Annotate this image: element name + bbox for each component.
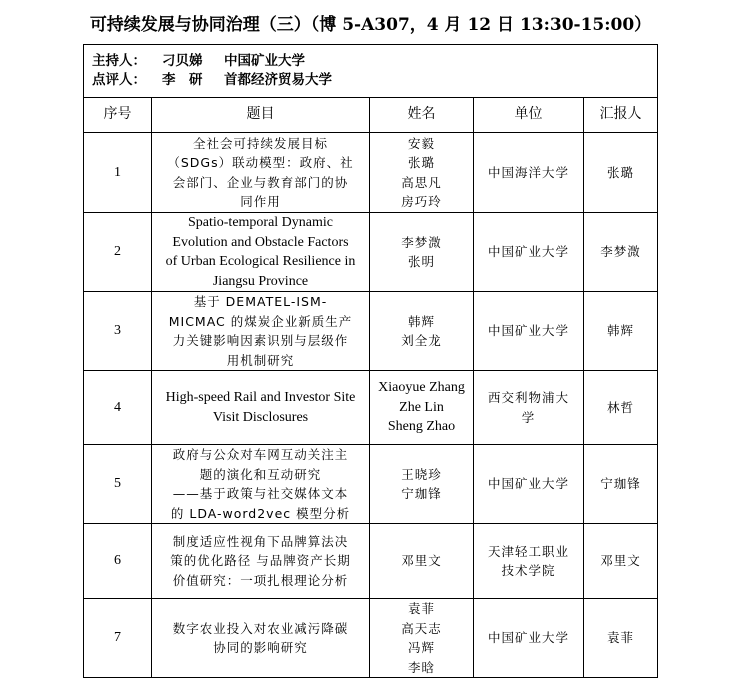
author-name: 安毅 bbox=[407, 135, 435, 151]
title-line: （SDGs）联动模型：政府、社 bbox=[167, 155, 354, 170]
title-line: 会部门、企业与教育部门的协 bbox=[172, 174, 349, 190]
author-name: 宁珈锋 bbox=[401, 486, 442, 501]
presenter-name: 张璐 bbox=[607, 164, 635, 180]
title-cell bbox=[152, 599, 370, 678]
reviewer-label: 点评人： bbox=[92, 72, 146, 88]
reviewer-org: 首都经济贸易大学 bbox=[224, 72, 332, 88]
table-row bbox=[84, 371, 658, 445]
moderator-label: 主持人： bbox=[92, 53, 146, 69]
title-line: 的 LDA-word2vec 模型分析 bbox=[170, 505, 351, 521]
title-line: High-speed Rail and Investor Site bbox=[165, 390, 356, 405]
table-row bbox=[84, 133, 658, 213]
title-line: MICMAC 的煤炭企业新质生产 bbox=[168, 313, 353, 329]
affiliation-cell bbox=[474, 371, 584, 445]
affiliation-line: 中国矿业大学 bbox=[487, 476, 569, 492]
row-index: 1 bbox=[114, 164, 121, 180]
index-cell bbox=[84, 213, 152, 292]
presenter-cell bbox=[584, 371, 658, 445]
affiliation-line: 中国矿业大学 bbox=[487, 244, 569, 260]
reviewer-name: 李 研 bbox=[162, 72, 203, 88]
presenter-cell bbox=[584, 213, 658, 292]
affiliation-line: 中国海洋大学 bbox=[487, 164, 569, 180]
header-presenter: 汇报人 bbox=[584, 98, 658, 133]
page-title: 可持续发展与协同治理（三）（博 5-A307，4 月 12 日 13:30-15:00） bbox=[89, 15, 652, 35]
title-line: ——基于政策与社交媒体文本 bbox=[172, 486, 349, 501]
row-index: 4 bbox=[114, 399, 121, 415]
author-name: 张璐 bbox=[407, 155, 435, 170]
header-affiliation: 单位 bbox=[474, 98, 584, 133]
title-cell bbox=[152, 213, 370, 292]
presenter-cell bbox=[584, 445, 658, 524]
title-line: 全社会可持续发展目标 bbox=[192, 135, 328, 151]
header-row bbox=[84, 98, 658, 133]
presenter-name: 袁菲 bbox=[607, 630, 635, 646]
affiliation-line: 中国矿业大学 bbox=[487, 630, 569, 646]
title-cell bbox=[152, 445, 370, 524]
affiliation-line: 天津轻工职业 bbox=[487, 543, 569, 559]
authors-cell bbox=[370, 213, 474, 292]
author-name: 高天志 bbox=[401, 620, 442, 636]
author-name: 韩辉 bbox=[407, 313, 435, 329]
author-name: 王晓珍 bbox=[401, 466, 442, 482]
title-line: Jiangsu Province bbox=[212, 273, 309, 289]
title-line: 同作用 bbox=[240, 194, 281, 209]
header-title: 题目 bbox=[152, 98, 370, 133]
moderator-org: 中国矿业大学 bbox=[224, 53, 305, 69]
affiliation-cell bbox=[474, 292, 584, 371]
host-cell bbox=[84, 45, 658, 98]
title-line: Evolution and Obstacle Factors bbox=[172, 234, 349, 250]
author-name: Zhe Lin bbox=[399, 399, 444, 415]
author-name: 刘全龙 bbox=[401, 333, 442, 348]
affiliation-cell bbox=[474, 133, 584, 213]
authors-cell bbox=[370, 599, 474, 678]
author-name: 房巧玲 bbox=[401, 194, 442, 209]
title-line: 基于 DEMATEL-ISM- bbox=[193, 294, 328, 309]
host-row bbox=[84, 45, 658, 98]
affiliation-line: 中国矿业大学 bbox=[487, 323, 569, 339]
table-row bbox=[84, 445, 658, 524]
authors-cell bbox=[370, 133, 474, 213]
index-cell bbox=[84, 524, 152, 599]
title-line: 协同的影响研究 bbox=[213, 640, 308, 655]
table-row bbox=[84, 599, 658, 678]
title-line: 制度适应性视角下品牌算法决 bbox=[172, 533, 349, 549]
row-index: 6 bbox=[114, 553, 121, 569]
table-row bbox=[84, 292, 658, 371]
title-line: 策的优化路径 与品牌资产长期 bbox=[170, 553, 351, 569]
affiliation-line: 西交利物浦大 bbox=[487, 390, 569, 405]
affiliation-cell bbox=[474, 524, 584, 599]
presenter-cell bbox=[584, 292, 658, 371]
author-name: 高思凡 bbox=[401, 174, 442, 190]
author-name: 冯辉 bbox=[407, 640, 435, 655]
row-index: 5 bbox=[114, 476, 121, 492]
presenter-name: 林哲 bbox=[607, 399, 635, 415]
index-cell bbox=[84, 371, 152, 445]
presenter-name: 李梦溦 bbox=[600, 244, 641, 260]
presenter-cell bbox=[584, 524, 658, 599]
title-cell bbox=[152, 524, 370, 599]
title-line: 政府与公众对车网互动关注主 bbox=[172, 447, 349, 462]
title-line: 价值研究：一项扎根理论分析 bbox=[172, 572, 349, 588]
index-cell bbox=[84, 445, 152, 524]
affiliation-cell bbox=[474, 445, 584, 524]
title-line: 数字农业投入对农业减污降碳 bbox=[172, 620, 349, 636]
title-cell bbox=[152, 371, 370, 445]
schedule-table bbox=[83, 44, 658, 678]
moderator-line bbox=[92, 52, 649, 71]
author-name: Xiaoyue Zhang bbox=[378, 380, 465, 396]
title-line: Spatio-temporal Dynamic bbox=[187, 215, 334, 230]
author-name: Sheng Zhao bbox=[387, 419, 456, 435]
header-index: 序号 bbox=[84, 98, 152, 133]
row-index: 7 bbox=[114, 630, 121, 646]
title-line: 用机制研究 bbox=[226, 352, 295, 368]
title-line: of Urban Ecological Resilience in bbox=[165, 254, 356, 269]
row-index: 3 bbox=[114, 323, 121, 339]
author-name: 邓里文 bbox=[401, 553, 442, 569]
author-name: 李晗 bbox=[407, 659, 435, 675]
presenter-name: 邓里文 bbox=[600, 553, 641, 569]
presenter-cell bbox=[584, 133, 658, 213]
authors-cell bbox=[370, 292, 474, 371]
author-name: 张明 bbox=[407, 254, 435, 269]
index-cell bbox=[84, 292, 152, 371]
index-cell bbox=[84, 599, 152, 678]
affiliation-line: 学 bbox=[521, 409, 536, 425]
affiliation-cell bbox=[474, 599, 584, 678]
authors-cell bbox=[370, 524, 474, 599]
presenter-cell bbox=[584, 599, 658, 678]
presenter-name: 宁珈锋 bbox=[600, 476, 641, 492]
row-index: 2 bbox=[114, 244, 121, 260]
table-row bbox=[84, 524, 658, 599]
title-cell bbox=[152, 133, 370, 213]
affiliation-line: 技术学院 bbox=[501, 563, 556, 578]
table-row bbox=[84, 213, 658, 292]
title-line: 力关键影响因素识别与层级作 bbox=[172, 333, 349, 348]
author-name: 袁菲 bbox=[407, 601, 435, 616]
affiliation-cell bbox=[474, 213, 584, 292]
author-name: 李梦溦 bbox=[401, 234, 442, 250]
title-line: 题的演化和互动研究 bbox=[199, 466, 322, 482]
authors-cell bbox=[370, 445, 474, 524]
title-cell bbox=[152, 292, 370, 371]
presenter-name: 韩辉 bbox=[607, 323, 635, 339]
reviewer-line bbox=[92, 71, 649, 90]
title-line: Visit Disclosures bbox=[212, 409, 309, 425]
moderator-name: 刁贝娣 bbox=[162, 53, 203, 69]
index-cell bbox=[84, 133, 152, 213]
authors-cell bbox=[370, 371, 474, 445]
header-authors: 姓名 bbox=[370, 98, 474, 133]
